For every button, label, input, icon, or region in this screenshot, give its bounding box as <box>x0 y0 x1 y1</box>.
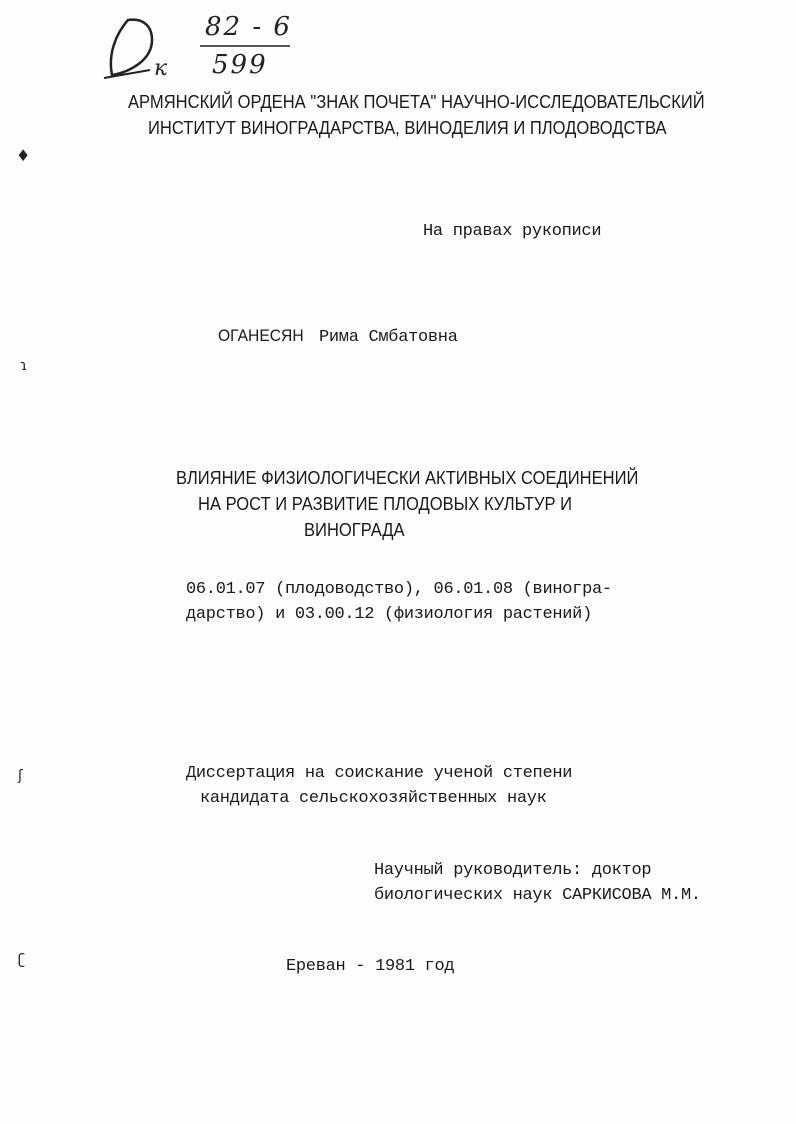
supervisor-line2-text: биологических наук САРКИСОВА М.М. <box>374 886 701 905</box>
dissertation-line1: Диссертация на соискание ученой степени <box>186 764 573 783</box>
city-year: Ереван - 1981 год <box>286 957 455 976</box>
title-line2: НА РОСТ И РАЗВИТИЕ ПЛОДОВЫХ КУЛЬТУР И <box>198 494 573 514</box>
specialties-line2: дарство) и 03.00.12 (физиология растений) <box>186 605 592 624</box>
margin-mark: ♦ <box>16 146 31 165</box>
dissertation-line2: кандидата сельскохозяйственных наук <box>200 789 547 808</box>
author-surname: ОГАНЕСЯН <box>218 326 304 345</box>
author-given-names: Рима Смбатовна <box>318 328 458 347</box>
institution-name-line1: АРМЯНСКИЙ ОРДЕНА "ЗНАК ПОЧЕТА" НАУЧНО-ИССЛЕДОВАТЕЛЬСКИЙ <box>128 92 705 112</box>
manuscript-note: На правах рукописи <box>423 222 602 241</box>
author-name <box>218 326 458 347</box>
stamp-number-top: 82 - 6 <box>205 12 292 42</box>
margin-mark: ʗ <box>18 952 26 968</box>
title-line1: ВЛИЯНИЕ ФИЗИОЛОГИЧЕСКИ АКТИВНЫХ СОЕДИНЕНИЙ <box>176 468 639 488</box>
title-line3: ВИНОГРАДА <box>304 520 405 540</box>
institution-name-line2: ИНСТИТУТ ВИНОГРАДАРСТВА, ВИНОДЕЛИЯ И ПЛОДОВОДСТВА <box>148 118 667 138</box>
margin-mark: ʃ <box>18 768 23 784</box>
stamp-number-bottom: 599 <box>212 50 268 80</box>
stamp-suffix: к <box>154 56 168 81</box>
supervisor-line1: Научный руководитель: доктор <box>374 861 652 880</box>
supervisor-line2 <box>374 886 701 905</box>
margin-mark: ɿ <box>20 358 28 374</box>
specialties-line1: 06.01.07 (плодоводство), 06.01.08 (виногра- <box>186 580 612 599</box>
